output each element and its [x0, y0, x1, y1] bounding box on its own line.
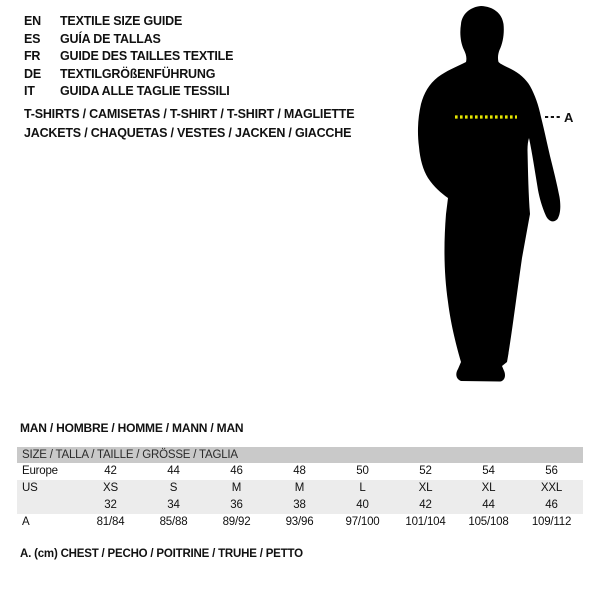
- man-figure: [398, 2, 580, 394]
- row-label: A: [22, 516, 30, 528]
- table-cell: 42: [104, 465, 117, 477]
- category-line-jackets: JACKETS / CHAQUETAS / VESTES / JACKEN / GIACCHE: [24, 126, 352, 140]
- table-cell: 50: [356, 465, 369, 477]
- table-row-us: [17, 480, 583, 497]
- table-cell: 56: [545, 465, 558, 477]
- table-cell: XL: [418, 482, 433, 494]
- table-cell: 34: [167, 499, 180, 511]
- table-cell: 38: [293, 499, 306, 511]
- table-cell: 46: [545, 499, 558, 511]
- lang-code: DE: [24, 66, 41, 81]
- table-cell: 101/104: [405, 516, 446, 528]
- measure-label-a: A: [564, 110, 574, 125]
- table-row-europe: [17, 463, 583, 480]
- lang-row-it: [24, 83, 233, 101]
- table-cell: 44: [482, 499, 495, 511]
- table-cell: M: [294, 482, 305, 494]
- table-cell: 48: [293, 465, 306, 477]
- row-label: Europe: [22, 465, 58, 477]
- table-cell: 32: [104, 499, 117, 511]
- table-cell: 40: [356, 499, 369, 511]
- lang-label: GUÍA DE TALLAS: [60, 31, 161, 46]
- table-cell: 42: [419, 499, 432, 511]
- table-cell: XS: [103, 482, 118, 494]
- language-guide-block: [24, 13, 233, 101]
- size-table: [17, 447, 583, 531]
- table-cell: M: [231, 482, 242, 494]
- lang-row-en: [24, 13, 233, 31]
- table-cell: 44: [167, 465, 180, 477]
- lang-row-fr: [24, 48, 233, 66]
- table-cell: 52: [419, 465, 432, 477]
- table-row-chest-a: [17, 514, 583, 531]
- lang-code: FR: [24, 49, 41, 63]
- table-cell: 89/92: [222, 516, 251, 528]
- table-row-us-numeric: [17, 497, 583, 514]
- lang-code: EN: [24, 14, 41, 28]
- lang-code: IT: [24, 84, 35, 98]
- lang-label: GUIDA ALLE TAGLIE TESSILI: [60, 84, 230, 98]
- table-cell: 105/108: [468, 516, 509, 528]
- lang-label: TEXTILGRÖßENFÜHRUNG: [60, 66, 216, 81]
- table-cell: 93/96: [285, 516, 314, 528]
- table-cell: 81/84: [96, 516, 125, 528]
- category-line-tshirts: T-SHIRTS / CAMISETAS / T-SHIRT / T-SHIRT / MAGLIETTE: [24, 107, 355, 121]
- lang-label: TEXTILE SIZE GUIDE: [60, 14, 183, 28]
- table-cell: 109/112: [531, 516, 572, 528]
- measurement-footnote: A. (cm) CHEST / PECHO / POITRINE / TRUHE / PETTO: [20, 548, 303, 560]
- lang-row-es: [24, 31, 233, 49]
- table-cell: XXL: [540, 482, 563, 494]
- table-cell: 54: [482, 465, 495, 477]
- man-silhouette-icon: [418, 6, 560, 382]
- category-block: [24, 105, 354, 143]
- lang-row-de: [24, 66, 233, 84]
- lang-code: ES: [24, 31, 41, 46]
- table-cell: S: [169, 482, 178, 494]
- lang-label: GUIDE DES TAILLES TEXTILE: [60, 49, 234, 63]
- table-cell: 85/88: [159, 516, 188, 528]
- section-title-man: MAN / HOMBRE / HOMME / MANN / MAN: [20, 421, 244, 435]
- table-cell: 97/100: [345, 516, 380, 528]
- row-label: US: [22, 482, 38, 494]
- table-cell: 36: [230, 499, 243, 511]
- table-cell: 46: [230, 465, 243, 477]
- row-label: [17, 497, 79, 514]
- size-table-header: SIZE / TALLA / TAILLE / GRÖSSE / TAGLIA: [17, 447, 583, 463]
- table-cell: L: [359, 482, 366, 494]
- table-cell: XL: [481, 482, 496, 494]
